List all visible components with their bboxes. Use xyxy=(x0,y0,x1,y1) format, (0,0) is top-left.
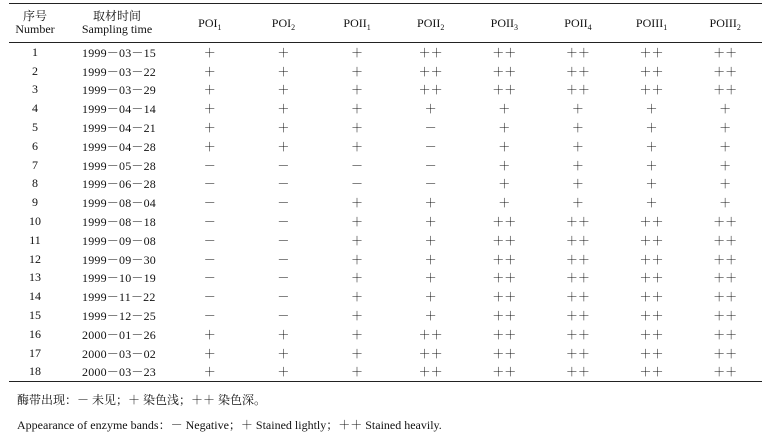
band-staining-cell: ＋＋ xyxy=(565,83,590,98)
band-staining-cell: ＋＋ xyxy=(639,346,664,361)
band-staining-cell: ＋＋ xyxy=(565,252,590,267)
row-sampling-date: 1999－08－04 xyxy=(82,196,157,211)
row-sampling-date: 1999－03－15 xyxy=(82,45,157,60)
band-staining-cell: ＋ xyxy=(351,365,364,380)
band-staining-cell: ＋ xyxy=(351,121,364,136)
table-row xyxy=(9,193,762,212)
band-staining-cell: ＋＋ xyxy=(713,215,738,230)
table-header xyxy=(9,4,762,43)
header-number xyxy=(9,4,61,43)
header-isozyme-base: POII xyxy=(564,15,588,30)
band-staining-cell: ＋ xyxy=(351,45,364,60)
row-sampling-date: 1999－10－19 xyxy=(82,271,157,286)
row-number: 1 xyxy=(32,44,38,59)
band-staining-cell: ＋＋ xyxy=(492,290,517,305)
band-staining-cell: ＋ xyxy=(571,139,584,154)
band-staining-cell: ＋ xyxy=(351,83,364,98)
table-row xyxy=(9,137,762,156)
table-row xyxy=(9,43,762,62)
band-staining-cell: ＋＋ xyxy=(639,252,664,267)
header-isozyme-base: POI xyxy=(198,15,218,30)
table-row xyxy=(9,325,762,344)
header-date-en: Sampling time xyxy=(81,22,153,36)
band-staining-cell: ＋＋ xyxy=(492,45,517,60)
band-staining-cell: － xyxy=(203,271,216,286)
row-sampling-date: 1999－09－08 xyxy=(82,233,157,248)
band-staining-cell: ＋ xyxy=(498,158,511,173)
table-row xyxy=(9,269,762,288)
band-staining-cell: ＋ xyxy=(571,177,584,192)
row-number: 8 xyxy=(32,176,38,191)
band-staining-cell: ＋ xyxy=(498,121,511,136)
table-row xyxy=(9,287,762,306)
band-staining-cell: － xyxy=(277,196,290,211)
note-en: Appearance of enzyme bands：－ Negative；＋ Stained lightly；＋＋ Stained heavily. xyxy=(17,418,442,432)
band-staining-cell: ＋ xyxy=(719,121,732,136)
band-staining-cell: － xyxy=(351,158,364,173)
band-staining-cell: － xyxy=(203,215,216,230)
row-number: 14 xyxy=(29,289,41,304)
band-staining-cell: ＋ xyxy=(645,102,658,117)
band-staining-cell: ＋＋ xyxy=(418,346,443,361)
row-sampling-date: 1999－09－30 xyxy=(82,252,157,267)
band-staining-cell: ＋ xyxy=(645,139,658,154)
band-staining-cell: ＋＋ xyxy=(713,45,738,60)
band-staining-cell: ＋ xyxy=(719,177,732,192)
table-row xyxy=(9,156,762,175)
band-staining-cell: ＋＋ xyxy=(565,271,590,286)
band-staining-cell: ＋＋ xyxy=(639,309,664,324)
row-number: 5 xyxy=(32,120,38,135)
band-staining-cell: ＋＋ xyxy=(639,45,664,60)
band-staining-cell: － xyxy=(351,177,364,192)
row-sampling-date: 1999－03－22 xyxy=(82,64,157,79)
band-staining-cell: ＋＋ xyxy=(565,346,590,361)
band-staining-cell: ＋ xyxy=(351,196,364,211)
band-staining-cell: ＋＋ xyxy=(492,327,517,342)
header-number-en: Number xyxy=(15,22,55,36)
band-staining-cell: ＋＋ xyxy=(713,290,738,305)
band-staining-cell: － xyxy=(277,271,290,286)
header-isozyme xyxy=(688,4,762,43)
band-staining-cell: ＋ xyxy=(277,139,290,154)
band-staining-cell: － xyxy=(203,252,216,267)
band-staining-cell: ＋ xyxy=(203,83,216,98)
band-staining-cell: ＋ xyxy=(277,45,290,60)
band-staining-cell: ＋ xyxy=(498,139,511,154)
band-staining-cell: ＋ xyxy=(351,290,364,305)
band-staining-cell: ＋ xyxy=(277,365,290,380)
band-staining-cell: － xyxy=(424,177,437,192)
header-isozyme xyxy=(247,4,321,43)
table-row xyxy=(9,306,762,325)
band-staining-cell: ＋＋ xyxy=(639,327,664,342)
band-staining-cell: － xyxy=(277,252,290,267)
band-staining-cell: ＋ xyxy=(645,196,658,211)
table-row xyxy=(9,175,762,194)
band-staining-cell: － xyxy=(277,215,290,230)
band-staining-cell: － xyxy=(277,233,290,248)
band-staining-cell: － xyxy=(203,309,216,324)
band-staining-cell: ＋＋ xyxy=(713,64,738,79)
band-staining-cell: ＋＋ xyxy=(565,365,590,380)
table-row xyxy=(9,118,762,137)
header-isozyme-base: POI xyxy=(271,15,292,30)
band-staining-cell: ＋ xyxy=(424,102,437,117)
band-staining-cell: ＋ xyxy=(277,121,290,136)
band-staining-cell: ＋ xyxy=(424,309,437,324)
band-staining-cell: ＋ xyxy=(203,365,216,380)
header-isozyme xyxy=(320,4,394,43)
header-isozyme-base: POIII xyxy=(635,15,664,30)
band-staining-cell: ＋ xyxy=(277,327,290,342)
band-staining-cell: ＋＋ xyxy=(713,346,738,361)
band-staining-cell: ＋ xyxy=(203,346,216,361)
row-sampling-date: 1999－03－29 xyxy=(82,83,157,98)
band-staining-cell: ＋＋ xyxy=(492,215,517,230)
band-staining-cell: ＋ xyxy=(719,139,732,154)
band-staining-cell: ＋ xyxy=(719,196,732,211)
row-number: 11 xyxy=(29,232,41,247)
row-sampling-date: 2000－03－02 xyxy=(82,346,157,361)
band-staining-cell: － xyxy=(277,290,290,305)
row-number: 10 xyxy=(29,214,41,229)
band-staining-cell: ＋ xyxy=(351,252,364,267)
band-staining-cell: ＋＋ xyxy=(639,290,664,305)
note-cn: 酶带出现：－ 未见；＋ 染色浅；＋＋ 染色深。 xyxy=(17,393,267,407)
table-notes xyxy=(17,388,442,438)
band-staining-cell: ＋＋ xyxy=(565,327,590,342)
band-staining-cell: ＋＋ xyxy=(713,83,738,98)
table-row xyxy=(9,81,762,100)
row-number: 2 xyxy=(32,63,38,78)
band-staining-cell: ＋＋ xyxy=(565,64,590,79)
band-staining-cell: ＋ xyxy=(351,346,364,361)
header-isozyme xyxy=(541,4,615,43)
header-date xyxy=(61,4,173,43)
band-staining-cell: － xyxy=(277,309,290,324)
header-row xyxy=(9,4,762,43)
band-staining-cell: － xyxy=(203,158,216,173)
band-staining-cell: ＋＋ xyxy=(713,327,738,342)
band-staining-cell: ＋＋ xyxy=(565,45,590,60)
band-staining-cell: ＋ xyxy=(351,102,364,117)
band-staining-cell: － xyxy=(424,121,437,136)
band-staining-cell: ＋ xyxy=(424,271,437,286)
band-staining-cell: ＋＋ xyxy=(492,83,517,98)
band-staining-cell: ＋＋ xyxy=(639,233,664,248)
table-row xyxy=(9,363,762,382)
band-staining-cell: ＋＋ xyxy=(639,64,664,79)
band-staining-cell: ＋ xyxy=(203,121,216,136)
band-staining-cell: ＋＋ xyxy=(492,365,517,380)
band-staining-cell: － xyxy=(203,196,216,211)
band-staining-cell: ＋ xyxy=(277,83,290,98)
band-staining-cell: ＋＋ xyxy=(713,233,738,248)
band-staining-cell: ＋ xyxy=(203,327,216,342)
table-row xyxy=(9,231,762,250)
band-staining-cell: ＋＋ xyxy=(492,309,517,324)
header-isozyme-sub: 3 xyxy=(513,22,518,32)
band-staining-cell: ＋ xyxy=(277,64,290,79)
band-staining-cell: ＋ xyxy=(351,327,364,342)
header-isozyme-sub: 2 xyxy=(736,22,741,32)
table-row xyxy=(9,62,762,81)
band-staining-cell: ＋＋ xyxy=(713,271,738,286)
row-sampling-date: 1999－05－28 xyxy=(82,158,157,173)
header-date-cn: 取材时间 xyxy=(92,9,141,23)
enzyme-band-table-container xyxy=(9,3,762,382)
row-sampling-date: 1999－11－22 xyxy=(82,290,156,305)
band-staining-cell: ＋ xyxy=(645,121,658,136)
header-isozyme xyxy=(173,4,247,43)
header-isozyme-sub: 4 xyxy=(587,22,592,32)
header-isozyme-sub: 1 xyxy=(217,22,222,32)
table-body xyxy=(9,43,762,382)
table-row xyxy=(9,212,762,231)
band-staining-cell: ＋ xyxy=(277,346,290,361)
band-staining-cell: ＋ xyxy=(351,215,364,230)
row-number: 13 xyxy=(29,270,41,285)
row-sampling-date: 1999－04－28 xyxy=(82,139,157,154)
band-staining-cell: － xyxy=(277,177,290,192)
band-staining-cell: ＋＋ xyxy=(713,365,738,380)
band-staining-cell: ＋＋ xyxy=(713,252,738,267)
band-staining-cell: ＋ xyxy=(424,215,437,230)
band-staining-cell: ＋＋ xyxy=(565,309,590,324)
band-staining-cell: ＋ xyxy=(203,102,216,117)
band-staining-cell: ＋＋ xyxy=(565,215,590,230)
row-sampling-date: 1999－08－18 xyxy=(82,215,157,230)
band-staining-cell: ＋ xyxy=(351,309,364,324)
enzyme-band-table xyxy=(9,3,762,382)
band-staining-cell: ＋＋ xyxy=(418,365,443,380)
row-number: 16 xyxy=(29,326,41,341)
row-number: 6 xyxy=(32,138,38,153)
header-isozyme-base: POII xyxy=(343,15,367,30)
header-isozyme-base: POII xyxy=(490,15,514,30)
row-sampling-date: 1999－06－28 xyxy=(82,177,157,192)
band-staining-cell: ＋ xyxy=(277,102,290,117)
header-isozyme-base: POII xyxy=(417,15,441,30)
row-number: 7 xyxy=(32,157,38,172)
row-sampling-date: 2000－01－26 xyxy=(82,327,157,342)
row-number: 3 xyxy=(32,82,38,97)
band-staining-cell: ＋ xyxy=(571,102,584,117)
header-isozyme-sub: 1 xyxy=(663,22,668,32)
row-number: 18 xyxy=(29,364,41,379)
band-staining-cell: ＋＋ xyxy=(492,252,517,267)
header-isozyme-sub: 2 xyxy=(440,22,445,32)
row-sampling-date: 1999－12－25 xyxy=(82,309,157,324)
header-isozyme xyxy=(615,4,689,43)
header-isozyme-sub: 2 xyxy=(291,22,296,32)
row-number: 17 xyxy=(29,345,41,360)
band-staining-cell: ＋＋ xyxy=(492,346,517,361)
band-staining-cell: － xyxy=(203,290,216,305)
band-staining-cell: ＋＋ xyxy=(713,309,738,324)
band-staining-cell: ＋ xyxy=(719,102,732,117)
band-staining-cell: ＋ xyxy=(498,177,511,192)
band-staining-cell: ＋＋ xyxy=(639,271,664,286)
band-staining-cell: ＋ xyxy=(351,271,364,286)
band-staining-cell: － xyxy=(424,158,437,173)
header-isozyme xyxy=(394,4,468,43)
band-staining-cell: ＋ xyxy=(498,196,511,211)
band-staining-cell: ＋ xyxy=(351,139,364,154)
row-sampling-date: 2000－03－23 xyxy=(82,365,157,380)
band-staining-cell: ＋＋ xyxy=(492,271,517,286)
row-number: 9 xyxy=(32,195,38,210)
band-staining-cell: － xyxy=(424,139,437,154)
band-staining-cell: ＋＋ xyxy=(639,215,664,230)
header-isozyme xyxy=(468,4,542,43)
header-number-cn: 序号 xyxy=(22,9,47,23)
band-staining-cell: ＋＋ xyxy=(418,45,443,60)
band-staining-cell: － xyxy=(277,158,290,173)
band-staining-cell: ＋ xyxy=(719,158,732,173)
band-staining-cell: ＋ xyxy=(424,290,437,305)
row-sampling-date: 1999－04－21 xyxy=(82,121,157,136)
band-staining-cell: ＋＋ xyxy=(565,233,590,248)
band-staining-cell: － xyxy=(203,177,216,192)
band-staining-cell: ＋ xyxy=(424,252,437,267)
band-staining-cell: ＋＋ xyxy=(492,233,517,248)
band-staining-cell: ＋＋ xyxy=(418,327,443,342)
band-staining-cell: ＋ xyxy=(571,196,584,211)
band-staining-cell: ＋＋ xyxy=(492,64,517,79)
band-staining-cell: ＋ xyxy=(203,139,216,154)
header-isozyme-sub: 1 xyxy=(366,22,371,32)
band-staining-cell: ＋ xyxy=(351,233,364,248)
band-staining-cell: ＋ xyxy=(571,158,584,173)
band-staining-cell: ＋ xyxy=(645,177,658,192)
band-staining-cell: ＋ xyxy=(645,158,658,173)
band-staining-cell: ＋ xyxy=(203,64,216,79)
band-staining-cell: ＋ xyxy=(351,64,364,79)
band-staining-cell: ＋ xyxy=(424,233,437,248)
band-staining-cell: － xyxy=(203,233,216,248)
band-staining-cell: ＋ xyxy=(203,45,216,60)
row-sampling-date: 1999－04－14 xyxy=(82,102,157,117)
band-staining-cell: ＋ xyxy=(424,196,437,211)
header-isozyme-base: POIII xyxy=(709,15,737,30)
band-staining-cell: ＋ xyxy=(571,121,584,136)
table-row xyxy=(9,99,762,118)
band-staining-cell: ＋＋ xyxy=(639,83,664,98)
band-staining-cell: ＋＋ xyxy=(418,83,443,98)
row-number: 15 xyxy=(29,308,41,323)
band-staining-cell: ＋＋ xyxy=(565,290,590,305)
row-number: 4 xyxy=(32,101,38,116)
band-staining-cell: ＋＋ xyxy=(418,64,443,79)
band-staining-cell: ＋ xyxy=(498,102,511,117)
table-row xyxy=(9,344,762,363)
table-row xyxy=(9,250,762,269)
band-staining-cell: ＋＋ xyxy=(639,365,664,380)
row-number: 12 xyxy=(29,251,41,266)
